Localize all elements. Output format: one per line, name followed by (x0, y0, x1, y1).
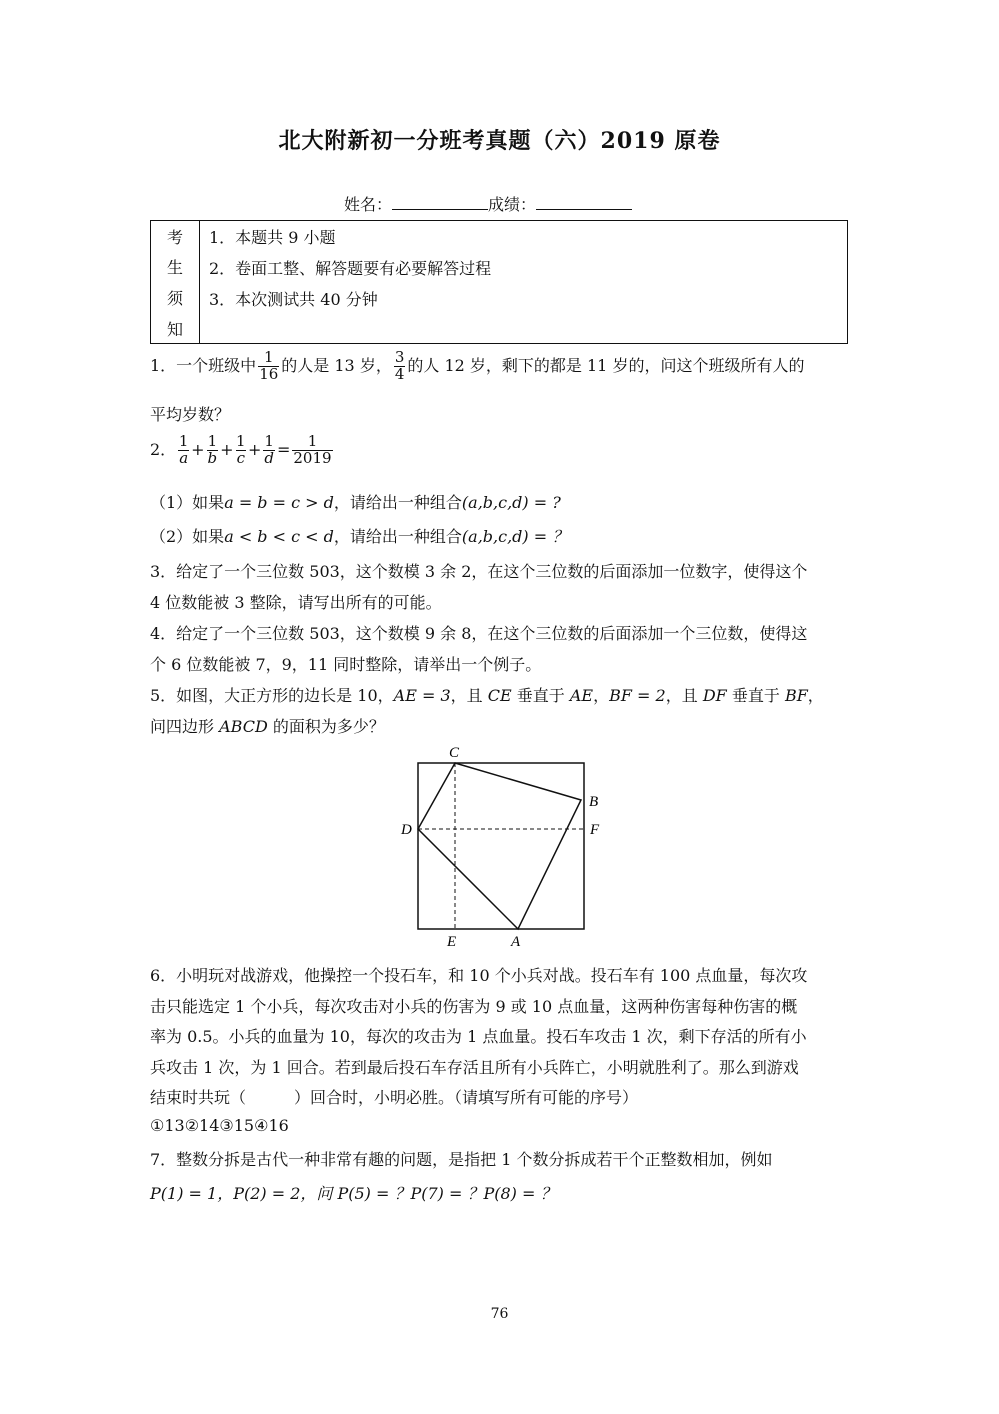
question-2-part-2: （2）如果a < b < c < d，请给出一种组合(a,b,c,d) = ？ (150, 527, 569, 546)
name-label: 姓名： (344, 195, 393, 214)
question-3-line-1: 3．给定了一个三位数 503，这个数模 3 余 2，在这个三位数的后面添加一位数字，使得这个 (150, 562, 808, 581)
fraction: $\frac{1}{b}$ (207, 432, 218, 467)
name-score-bar (344, 192, 632, 215)
question-6-line-2: 击只能选定 1 个小兵，每次攻击对小兵的伤害为 9 或 10 点血量，这两种伤害每种伤害的概 (150, 997, 798, 1016)
notice-side-char: 考 (166, 228, 183, 247)
page-title: 北大附新初一分班考真题（六）2019 原卷 (278, 128, 721, 154)
quadrilateral-abcd (418, 763, 581, 929)
fraction: $\frac{1}{2019}$ (293, 432, 332, 467)
notice-side-char: 须 (166, 289, 183, 308)
question-6-line-3: 率为 0.5。小兵的血量为 10，每次的攻击为 1 点血量。投石车攻击 1 次，剩下存活的所有小 (150, 1027, 807, 1046)
fraction: $\frac{3}{4}$ (394, 348, 405, 383)
question-4-line-1: 4．给定了一个三位数 503，这个数模 9 余 8，在这个三位数的后面添加一个三位数，使得这 (150, 624, 808, 643)
question-7-line-2: P(1) = 1，P(2) = 2，问 P(5) = ？P(7) = ？P(8) = ？ (150, 1184, 557, 1203)
label-d: D (401, 822, 412, 838)
question-3-line-2: 4 位数能被 3 整除，请写出所有的可能。 (150, 593, 442, 612)
question-7-line-1: 7．整数分拆是古代一种非常有趣的问题，是指把 1 个数分拆成若干个正整数相加，例如 (150, 1150, 773, 1169)
question-2-equation: 2． $\frac{1}{a}$ + $\frac{1}{b}$ + $\frac{1}{c}$ + $\frac{1}{d}$ = $\frac{1}{2019}$ (150, 432, 332, 467)
notice-rule: 3．本次测试共 40 分钟 (209, 290, 378, 309)
question-6-options: ①13②14③15④16 (150, 1116, 289, 1135)
fraction: $\frac{1}{d}$ (264, 432, 274, 467)
question-5-line-1: 5．如图，大正方形的边长是 10，AE = 3，且 CE 垂直于 AE，BF = 2，且 DF 垂直于 BF， (150, 686, 824, 705)
label-b: B (589, 794, 599, 810)
label-e: E (447, 934, 457, 950)
fraction: $\frac{1}{16}$ (259, 348, 279, 383)
question-2-part-1: （1）如果a = b = c > d，请给出一种组合(a,b,c,d) = ? (150, 493, 561, 512)
name-blank (392, 195, 488, 210)
notice-side-char: 生 (166, 258, 183, 277)
notice-side-char: 知 (166, 320, 183, 339)
question-6-line-1: 6．小明玩对战游戏，他操控一个投石车，和 10 个小兵对战。投石车有 100 点血量，每次攻 (150, 966, 808, 985)
fraction: $\frac{1}{c}$ (235, 432, 246, 467)
question-6-line-4: 兵攻击 1 次，为 1 回合。若到最后投石车存活且所有小兵阵亡，小明就胜利了。那么到游戏 (150, 1058, 799, 1077)
label-f: F (590, 822, 600, 838)
score-blank (536, 195, 632, 210)
label-a: A (511, 934, 521, 950)
notice-rule: 1．本题共 9 小题 (209, 228, 336, 247)
fraction: $\frac{1}{a}$ (178, 432, 189, 467)
square-geometry-figure (395, 740, 615, 955)
page-number: 76 (490, 1306, 509, 1322)
notice-side-label (151, 221, 200, 343)
notice-rule: 2．卷面工整、解答题要有必要解答过程 (209, 259, 492, 278)
score-label: 成绩： (488, 195, 537, 214)
question-1-line-1: 1．一个班级中 $\frac{1}{16}$ 的人是 13 岁， $\frac{3}{4}$ 的人 12 岁，剩下的都是 11 岁的，问这个班级所有人的 (150, 348, 805, 383)
label-c: C (449, 745, 460, 761)
question-6-line-5: 结束时共玩（ ）回合时，小明必胜。（请填写所有可能的序号） (150, 1088, 639, 1107)
question-4-line-2: 个 6 位数能被 7，9，11 同时整除，请举出一个例子。 (150, 655, 542, 674)
question-1-line-2: 平均岁数？ (150, 405, 231, 424)
exam-notice-box (150, 220, 848, 344)
question-5-line-2: 问四边形 ABCD 的面积为多少？ (150, 717, 385, 736)
